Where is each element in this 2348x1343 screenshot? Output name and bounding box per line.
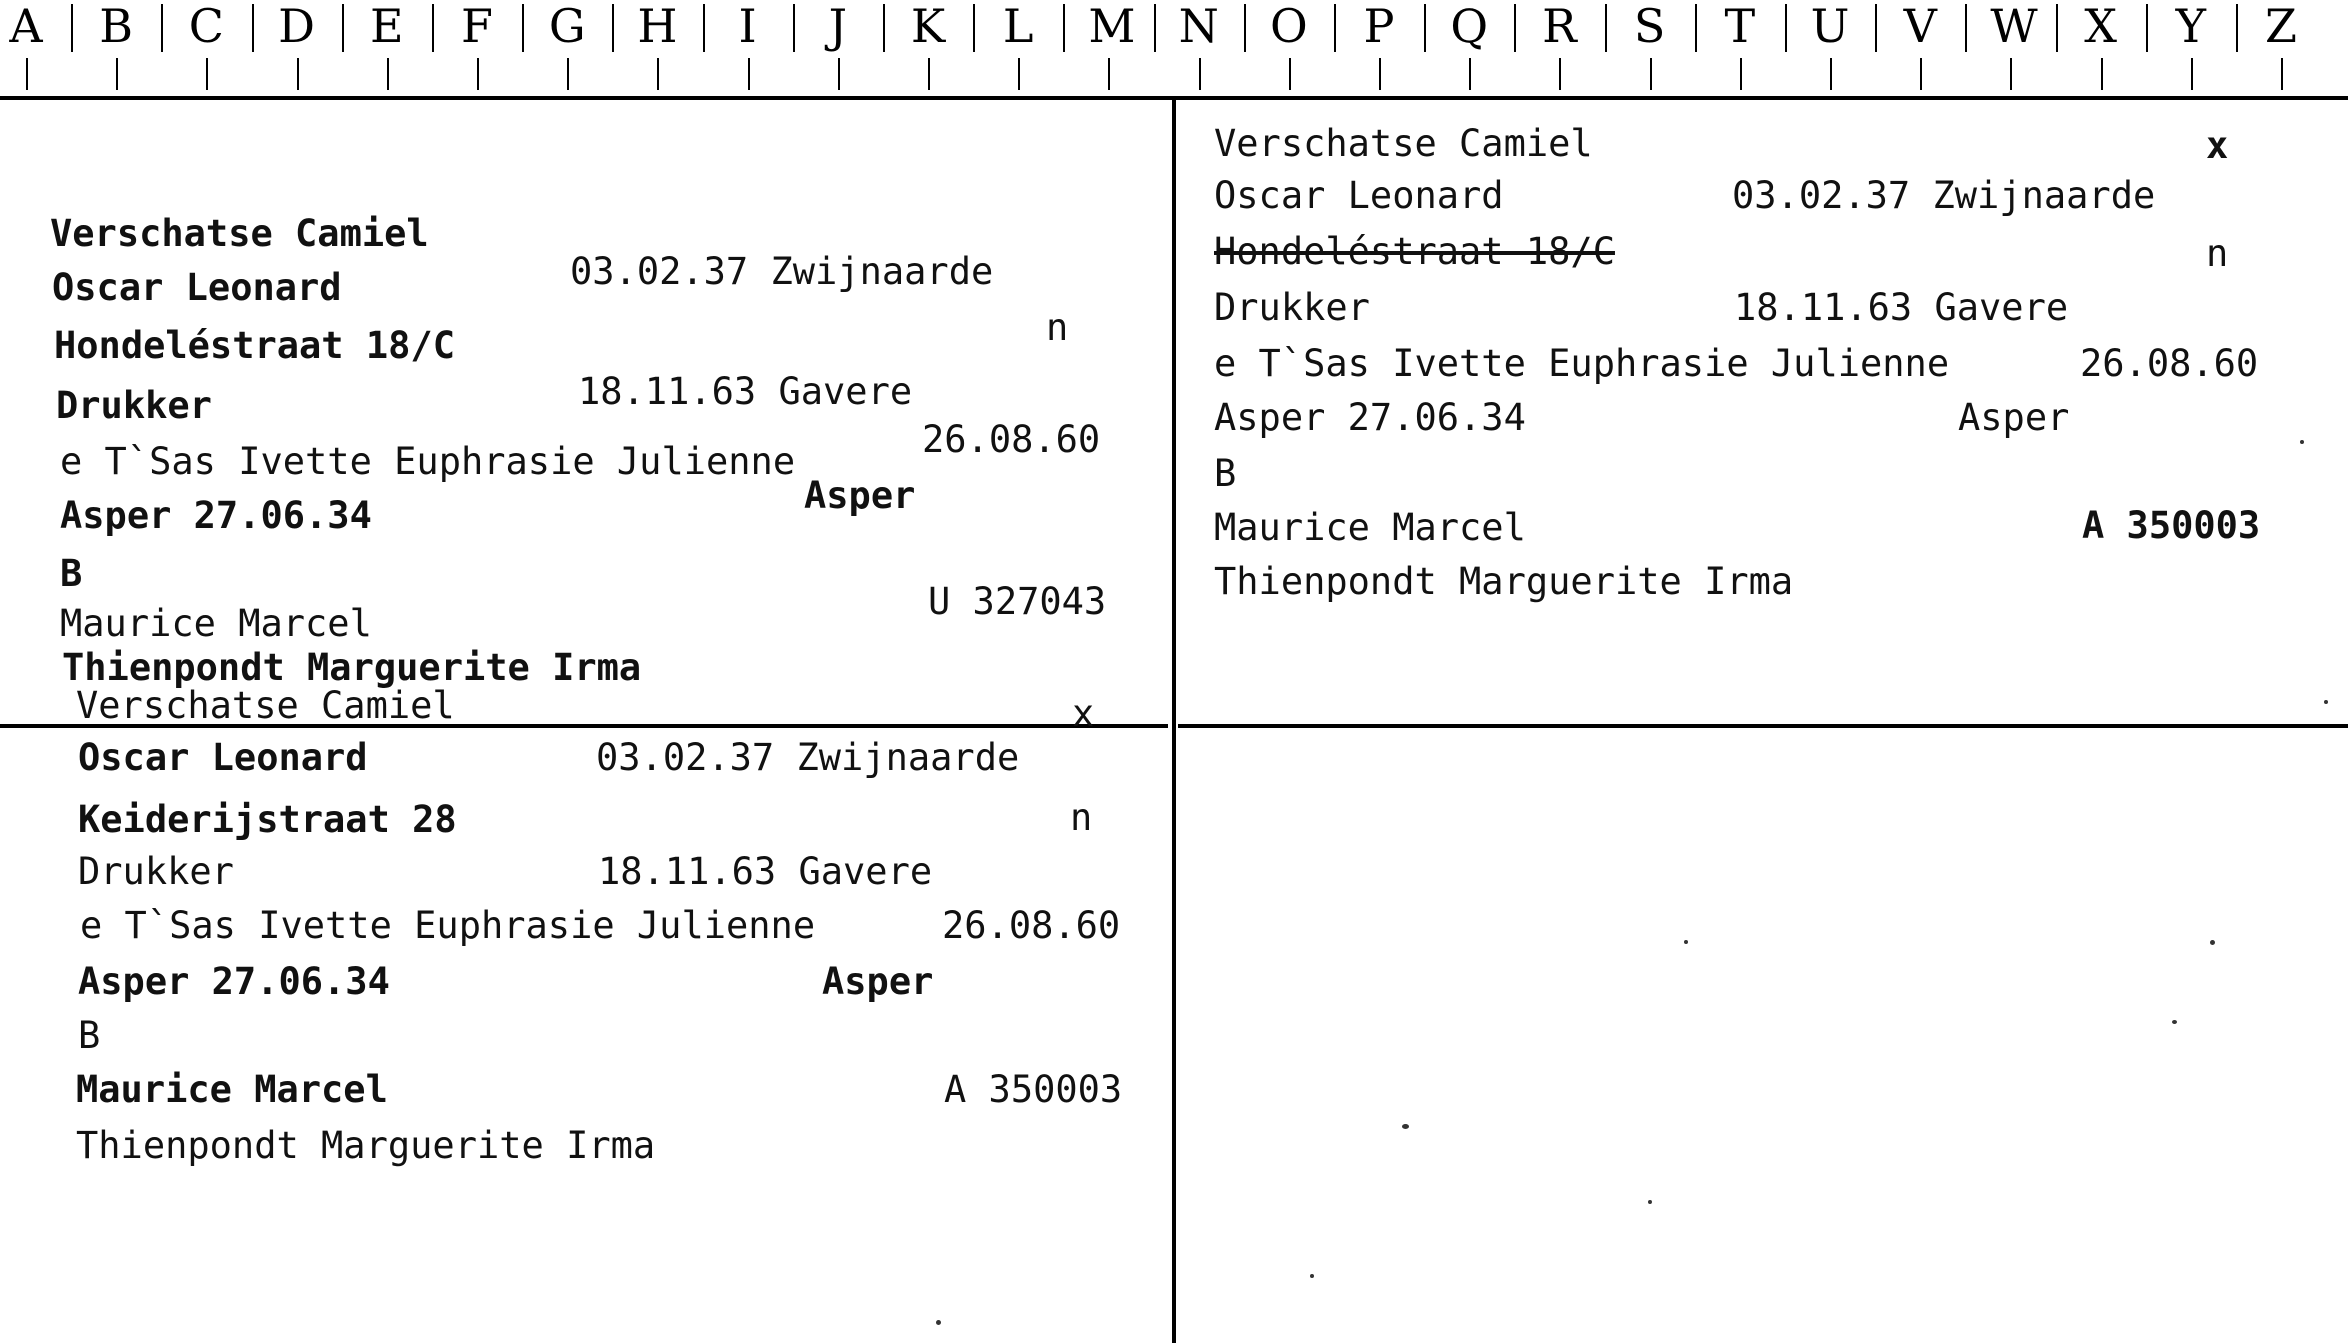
ruler-separator <box>1514 4 1516 52</box>
street-address-struck: Hondeléstraat 18/C <box>1214 230 1615 273</box>
ruler-letter-r: R <box>1542 0 1577 53</box>
ruler-separator <box>1063 4 1065 52</box>
ruler-tick <box>1018 58 1020 90</box>
record-number: A 350003 <box>2082 504 2261 547</box>
ruler-separator <box>342 4 344 52</box>
mark-x: x <box>2206 124 2229 167</box>
ruler-separator <box>1154 4 1156 52</box>
ruler-separator <box>1965 4 1967 52</box>
ruler-separator <box>161 4 163 52</box>
mark-x: x <box>1072 692 1095 735</box>
ruler-tick <box>928 58 930 90</box>
ruler-letter-h: H <box>637 0 678 53</box>
mark-n: n <box>1046 306 1069 349</box>
ruler-separator <box>1244 4 1246 52</box>
ruler-tick <box>1920 58 1922 90</box>
ruler-letter-q: Q <box>1450 0 1489 53</box>
ruler-letter-e: E <box>370 0 404 53</box>
ruler-letter-g: G <box>548 0 586 53</box>
ruler-separator <box>973 4 975 52</box>
occupation: Drukker <box>56 384 212 427</box>
ruler-letter-k: K <box>910 0 946 53</box>
mother-names: Thienpondt Marguerite Irma <box>76 1124 656 1167</box>
ruler-tick <box>116 58 118 90</box>
ruler-separator <box>71 4 73 52</box>
ruler-letter-x: X <box>2084 0 2117 53</box>
ruler-tick <box>657 58 659 90</box>
mark-n: n <box>1070 796 1093 839</box>
ruler-tick <box>1379 58 1381 90</box>
spouse: e T`Sas Ivette Euphrasie Julienne <box>60 440 796 483</box>
marriage-place-date: Asper 27.06.34 <box>60 494 372 537</box>
class-letter: B <box>1214 452 1237 495</box>
ruler-tick <box>477 58 479 90</box>
ruler-tick <box>1830 58 1832 90</box>
ruler-letter-n: N <box>1178 0 1219 53</box>
record-number: A 350003 <box>944 1068 1123 1111</box>
surname: Verschatse Camiel <box>76 684 455 727</box>
marriage-place: Asper <box>1958 396 2070 439</box>
ruler-tick <box>2010 58 2012 90</box>
ruler-letter-i: I <box>738 0 757 53</box>
occupation: Drukker <box>78 850 234 893</box>
ruler-separator <box>1695 4 1697 52</box>
ruler-separator <box>1605 4 1607 52</box>
scan-speck <box>2300 440 2304 444</box>
class-letter: B <box>78 1014 101 1057</box>
birth-date-place: 03.02.37 Zwijnaarde <box>570 250 994 293</box>
surname: Verschatse Camiel <box>50 212 429 255</box>
father-names: Maurice Marcel <box>1214 506 1526 549</box>
ruler-separator <box>252 4 254 52</box>
street-address: Hondeléstraat 18/C <box>54 324 455 367</box>
mark-n: n <box>2206 232 2229 275</box>
ruler-letter-p: P <box>1363 0 1395 53</box>
ruler-tick <box>1650 58 1652 90</box>
ruler-separator <box>1424 4 1426 52</box>
spouse-date: 26.08.60 <box>2080 342 2259 385</box>
vertical-divider <box>1172 100 1176 1343</box>
birth-date-place: 03.02.37 Zwijnaarde <box>1732 174 2156 217</box>
ruler-separator <box>703 4 705 52</box>
ruler-letter-v: V <box>1903 0 1937 53</box>
ruler-separator <box>612 4 614 52</box>
ruler-tick <box>2101 58 2103 90</box>
alphabet-ruler <box>0 0 2348 100</box>
marriage-place: Asper <box>822 960 934 1003</box>
ruler-tick <box>1559 58 1561 90</box>
father-names: Maurice Marcel <box>76 1068 388 1111</box>
marriage-place-date: Asper 27.06.34 <box>78 960 390 1003</box>
spouse-date: 26.08.60 <box>922 418 1101 461</box>
ruler-separator <box>2056 4 2058 52</box>
scan-speck <box>1402 1124 1409 1129</box>
ruler-letter-f: F <box>461 0 493 53</box>
ruler-separator <box>2146 4 2148 52</box>
occupation-date-place: 18.11.63 Gavere <box>578 370 913 413</box>
given-names: Oscar Leonard <box>52 266 342 309</box>
scan-speck <box>2324 700 2328 704</box>
ruler-letter-d: D <box>278 0 316 53</box>
ruler-letter-t: T <box>1724 0 1756 53</box>
spouse: e T`Sas Ivette Euphrasie Julienne <box>80 904 816 947</box>
ruler-separator <box>883 4 885 52</box>
ruler-letter-o: O <box>1269 0 1308 53</box>
ruler-letter-a: A <box>9 0 43 53</box>
ruler-tick <box>1469 58 1471 90</box>
ruler-letter-l: L <box>1002 0 1034 53</box>
ruler-letter-y: Y <box>2175 0 2206 53</box>
scan-speck <box>1310 1274 1314 1278</box>
ruler-tick <box>206 58 208 90</box>
mother-names: Thienpondt Marguerite Irma <box>62 646 642 689</box>
occupation-date-place: 18.11.63 Gavere <box>1734 286 2069 329</box>
occupation-date-place: 18.11.63 Gavere <box>598 850 933 893</box>
ruler-separator <box>1334 4 1336 52</box>
scan-speck <box>2172 1020 2177 1024</box>
ruler-tick <box>748 58 750 90</box>
ruler-letter-b: B <box>99 0 134 53</box>
ruler-separator <box>793 4 795 52</box>
ruler-tick <box>387 58 389 90</box>
ruler-tick <box>1740 58 1742 90</box>
occupation: Drukker <box>1214 286 1370 329</box>
mother-names: Thienpondt Marguerite Irma <box>1214 560 1794 603</box>
ruler-letter-w: W <box>1990 0 2038 53</box>
ruler-tick <box>838 58 840 90</box>
ruler-tick <box>2191 58 2193 90</box>
scan-speck <box>1648 1200 1652 1204</box>
spouse-date: 26.08.60 <box>942 904 1121 947</box>
birth-date-place: 03.02.37 Zwijnaarde <box>596 736 1020 779</box>
street-address: Keiderijstraat 28 <box>78 798 457 841</box>
marriage-place: Asper <box>804 474 916 517</box>
ruler-tick <box>2281 58 2283 90</box>
spouse: e T`Sas Ivette Euphrasie Julienne <box>1214 342 1950 385</box>
ruler-letter-s: S <box>1633 0 1666 53</box>
horizontal-divider-right <box>1178 724 2348 728</box>
ruler-tick <box>297 58 299 90</box>
ruler-separator <box>1785 4 1787 52</box>
father-names: Maurice Marcel <box>60 602 372 645</box>
ruler-separator <box>522 4 524 52</box>
ruler-separator <box>1875 4 1877 52</box>
given-names: Oscar Leonard <box>78 736 368 779</box>
ruler-letter-u: U <box>1810 0 1850 53</box>
ruler-letter-j: J <box>828 0 848 53</box>
ruler-letter-m: M <box>1088 0 1136 53</box>
ruler-letter-c: C <box>188 0 224 53</box>
surname: Verschatse Camiel <box>1214 122 1593 165</box>
given-names: Oscar Leonard <box>1214 174 1504 217</box>
ruler-tick <box>1108 58 1110 90</box>
scan-speck <box>2210 940 2215 945</box>
ruler-separator <box>432 4 434 52</box>
ruler-tick <box>1289 58 1291 90</box>
scan-speck <box>936 1320 941 1325</box>
scan-speck <box>1684 940 1688 944</box>
record-number: U 327043 <box>928 580 1107 623</box>
ruler-tick <box>26 58 28 90</box>
ruler-letter-z: Z <box>2265 0 2297 53</box>
ruler-tick <box>1199 58 1201 90</box>
class-letter: B <box>60 552 83 595</box>
marriage-place-date: Asper 27.06.34 <box>1214 396 1526 439</box>
ruler-separator <box>2236 4 2238 52</box>
ruler-tick <box>567 58 569 90</box>
